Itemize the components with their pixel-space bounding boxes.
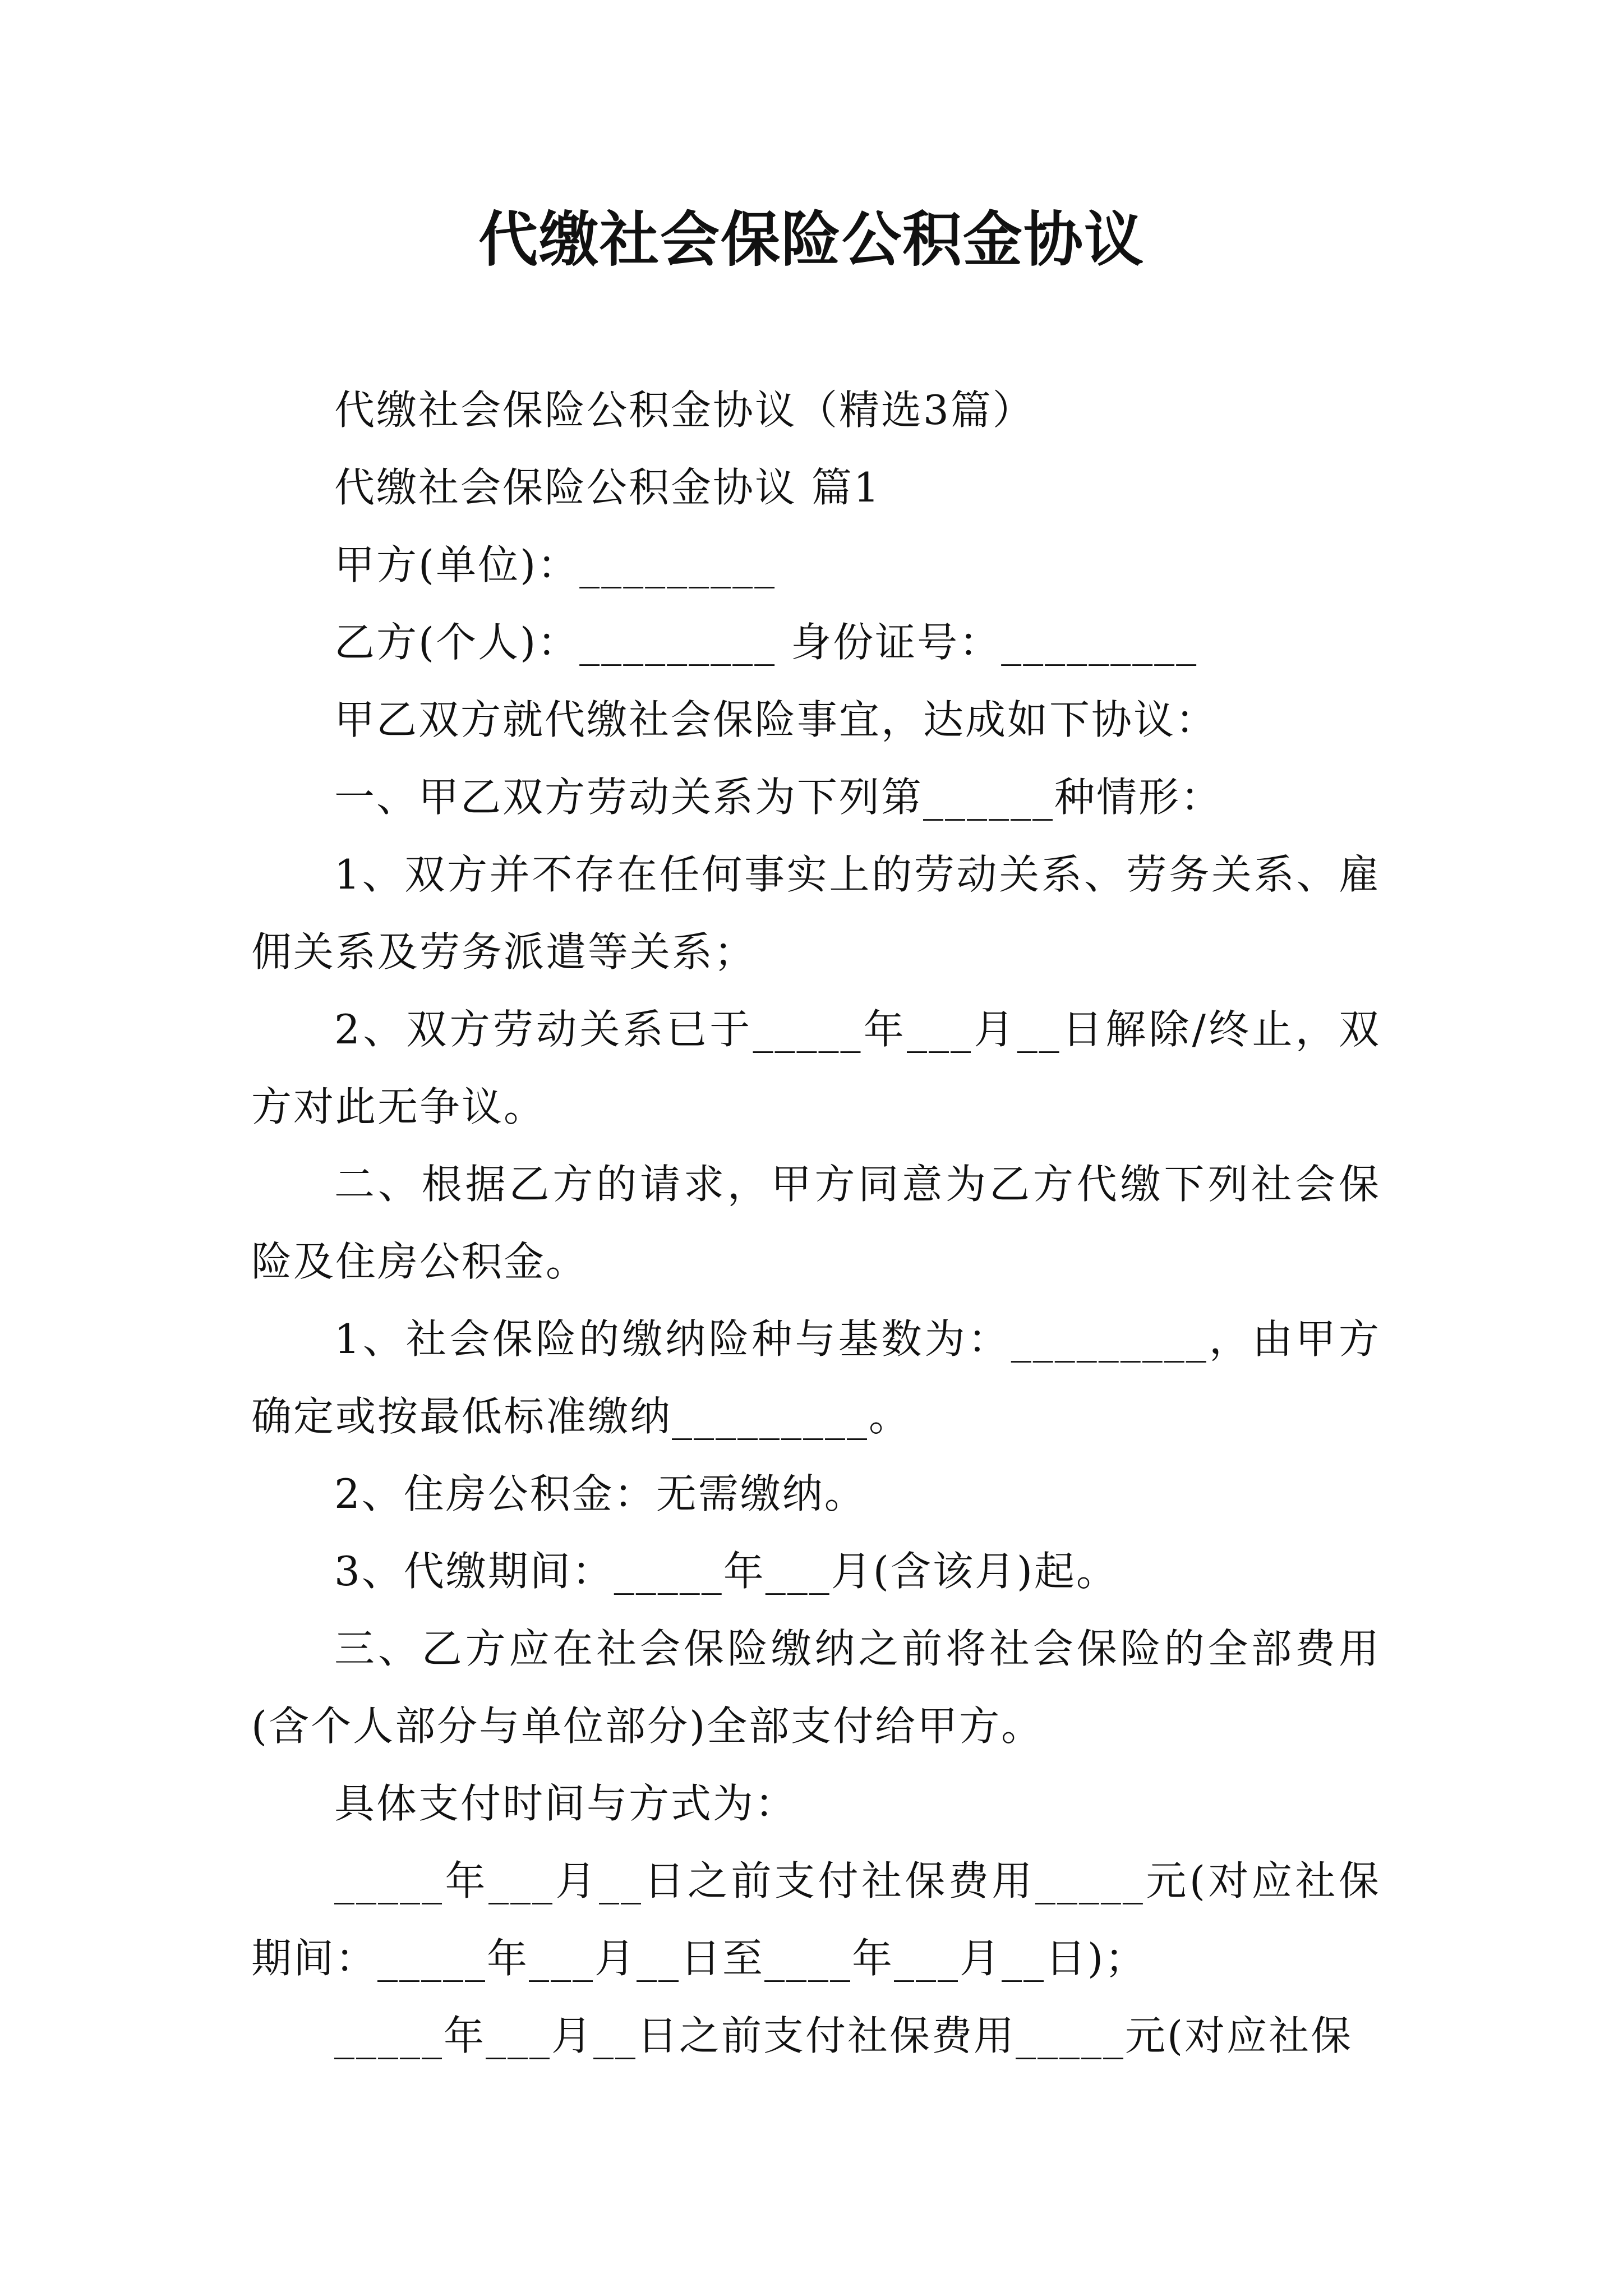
paragraph-clause-2-item-3: 3、代缴期间：_____年___月(含该月)起。: [334, 1548, 1118, 1595]
document-title: 代缴社会保险公积金协议: [478, 204, 1145, 274]
paragraph-clause-2-item-1: 1、社会保险的缴纳险种与基数为：_________，由甲方确定或按最低标准缴纳_________。: [251, 1315, 1381, 1440]
paragraph-party-b: 乙方(个人)：_________ 身份证号：_________: [334, 619, 1198, 666]
paragraph-clause-2-item-2: 2、住房公积金：无需缴纳。: [334, 1470, 866, 1517]
paragraph-clause-3: 三、乙方应在社会保险缴纳之前将社会保险的全部费用(含个人部分与单位部分)全部支付给甲方。: [251, 1625, 1381, 1750]
document-body: [251, 371, 1381, 2074]
paragraph-party-a: 甲方(单位)：_________: [334, 541, 777, 588]
paragraph-clause-1-item-2: 2、双方劳动关系已于_____年___月__日解除/终止，双方对此无争议。: [251, 1006, 1381, 1130]
paragraph-clause-2: 二、根据乙方的请求，甲方同意为乙方代缴下列社会保险及住房公积金。: [251, 1161, 1381, 1285]
paragraph-payment-1: _____年___月__日之前支付社保费用_____元(对应社保期间：_____年___月__日至____年___月__日)；: [251, 1857, 1381, 1982]
paragraph-payment-2: _____年___月__日之前支付社保费用_____元(对应社保: [334, 2012, 1353, 2059]
paragraph-agreement-intro: 甲乙双方就代缴社会保险事宜，达成如下协议：: [334, 696, 1218, 743]
paragraph-subtitle: 代缴社会保险公积金协议（精选3篇）: [334, 386, 1035, 434]
paragraph-payment-method: 具体支付时间与方式为：: [334, 1780, 797, 1827]
paragraph-clause-1: 一、甲乙双方劳动关系为下列第______种情形：: [334, 774, 1223, 821]
paragraph-part-heading: 代缴社会保险公积金协议 篇1: [334, 464, 881, 511]
paragraph-clause-1-item-1: 1、双方并不存在任何事实上的劳动关系、劳务关系、雇佣关系及劳务派遣等关系；: [251, 851, 1381, 976]
